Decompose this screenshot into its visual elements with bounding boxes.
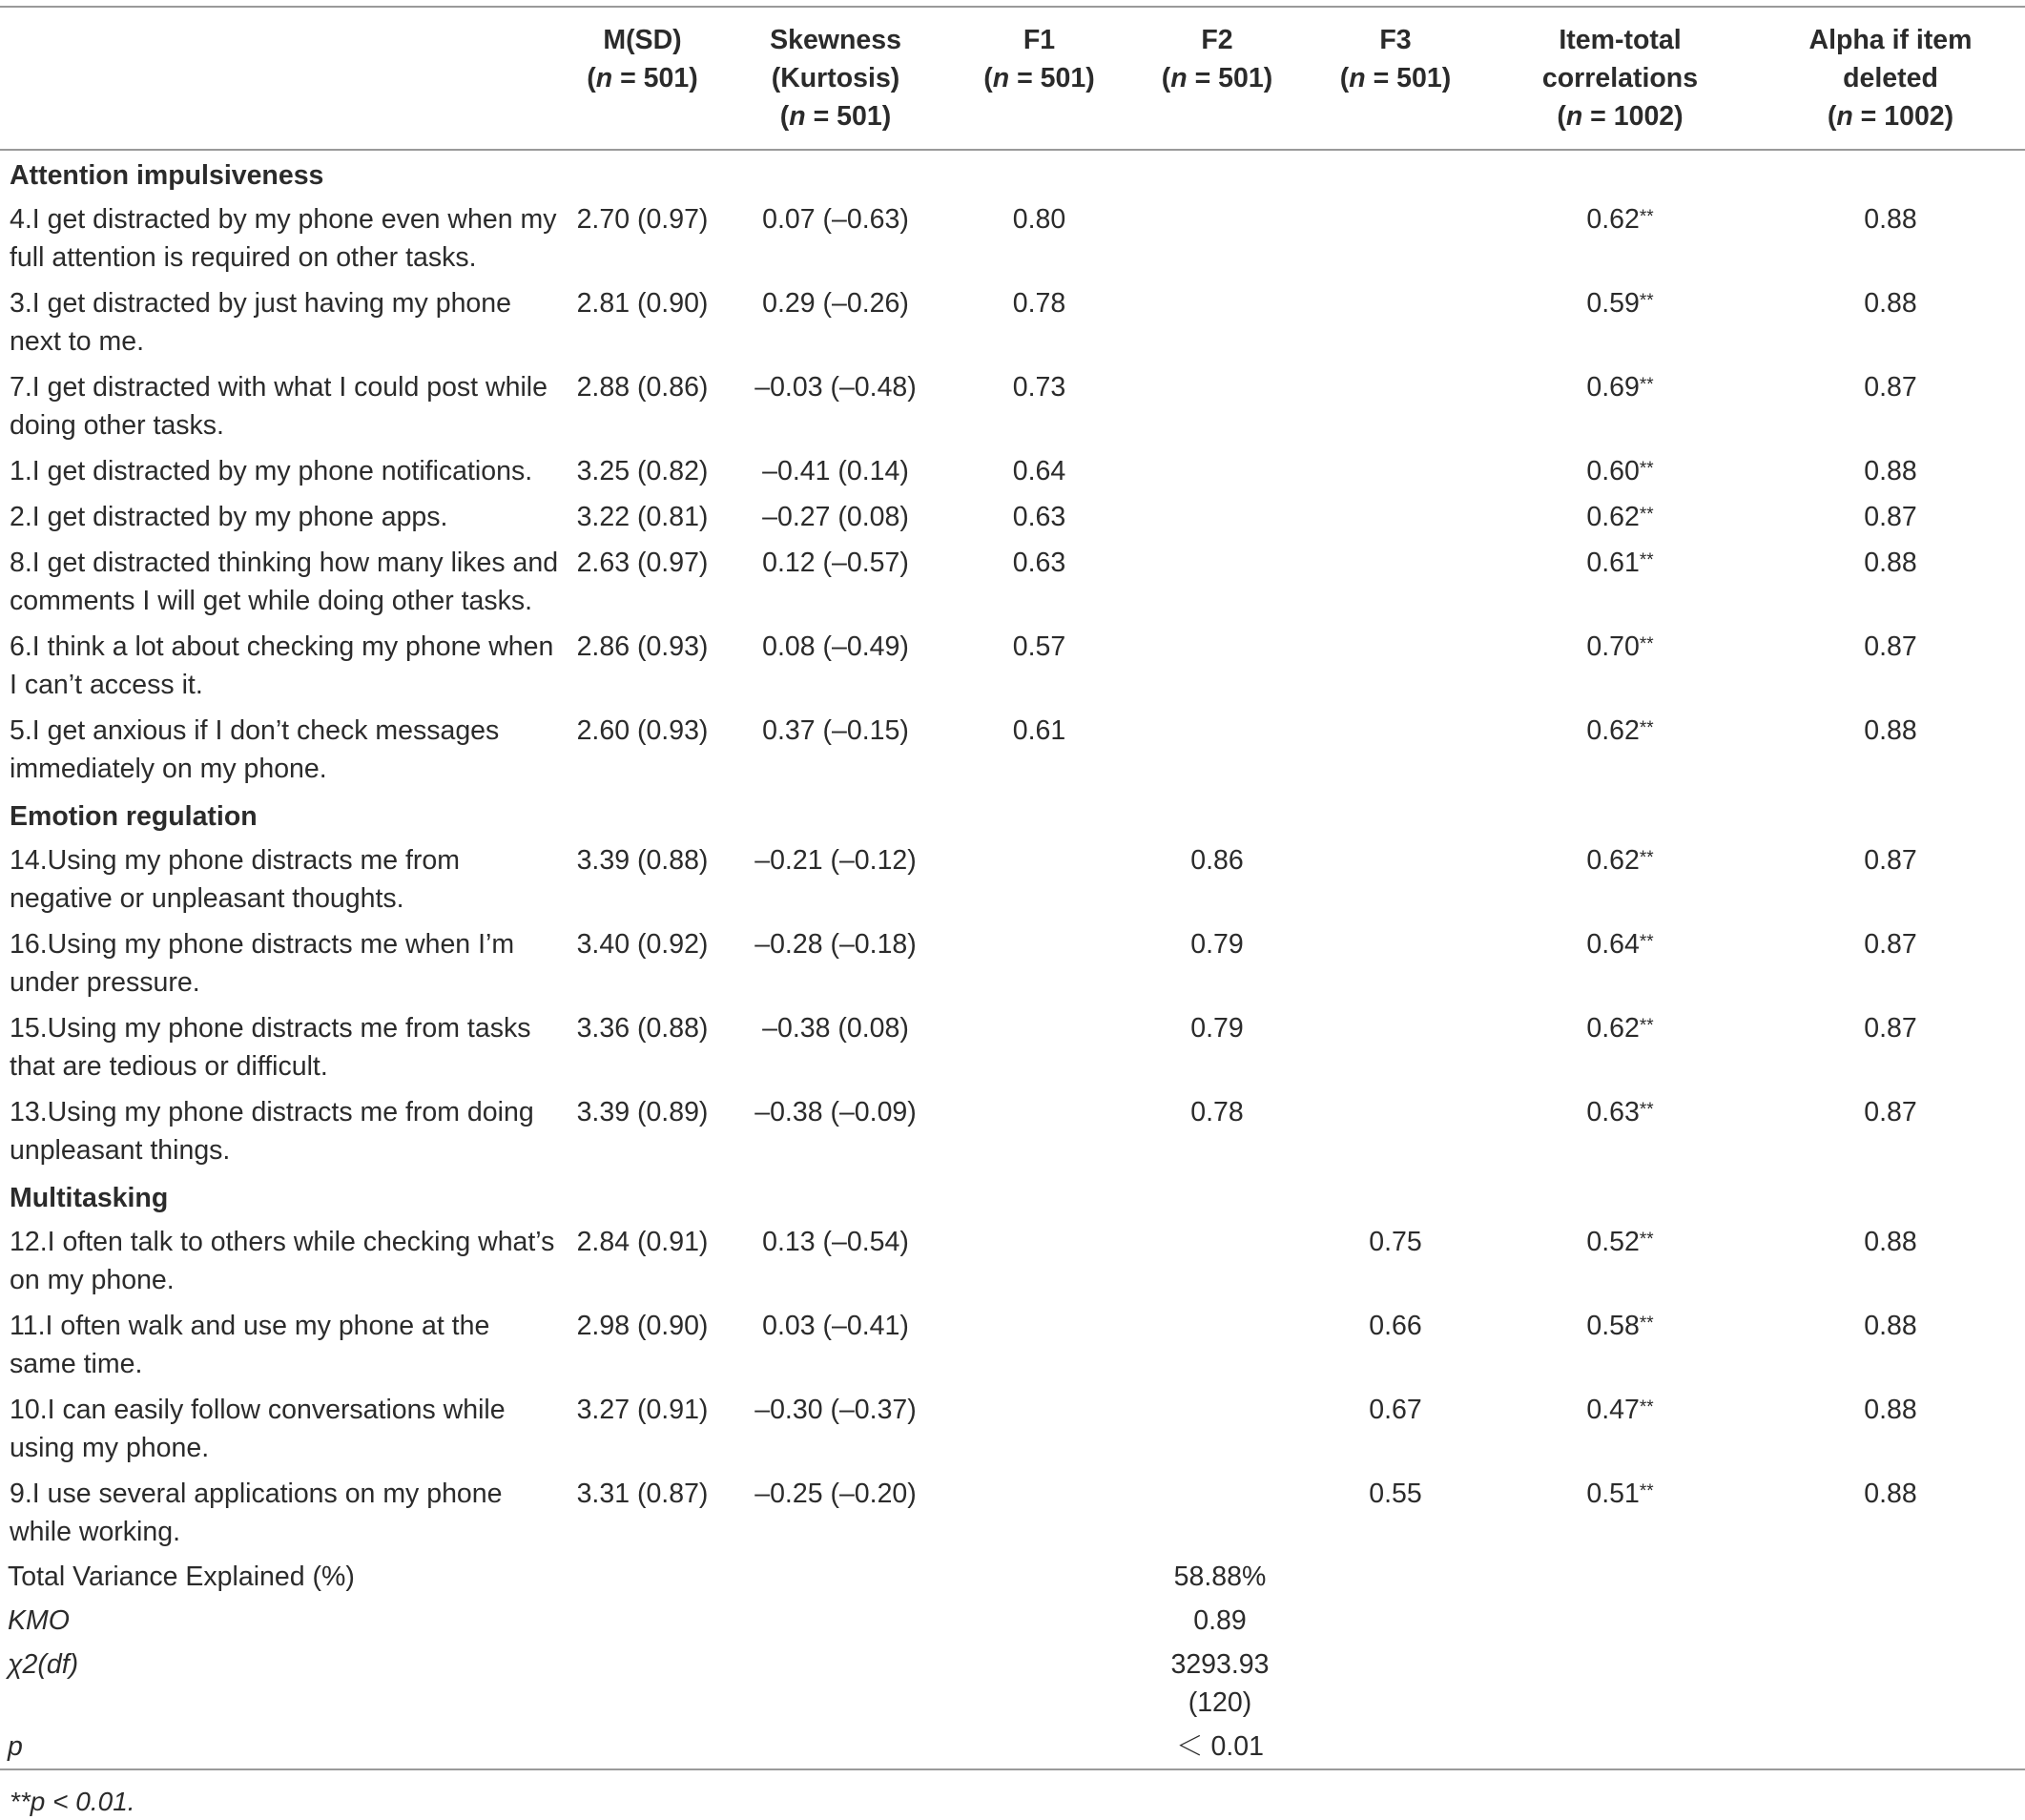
skewness-cell: 0.37 (–0.15) <box>762 715 909 746</box>
skewness-cell: –0.27 (0.08) <box>762 502 909 532</box>
header-line: deleted <box>1843 63 1938 93</box>
f2-cell <box>1127 196 1307 280</box>
section-row <box>0 792 2025 838</box>
f1-cell: 0.57 <box>1012 631 1066 662</box>
significance-marker: ** <box>1639 1481 1654 1501</box>
significance-marker: ** <box>1639 718 1654 738</box>
f1-column-header <box>951 7 1127 150</box>
item-total-value: 0.70 <box>1586 631 1640 662</box>
header-line: (n = 501) <box>779 101 892 132</box>
significance-marker: ** <box>1639 932 1654 952</box>
alpha-cell: 0.88 <box>1864 1395 1917 1425</box>
item-total-cell <box>1484 1089 1756 1173</box>
summary-row <box>0 1643 2025 1725</box>
msd-cell: 3.40 (0.92) <box>576 929 709 960</box>
msd-cell: 3.39 (0.89) <box>576 1097 709 1127</box>
f1-cell <box>951 1303 1127 1387</box>
f1-cell <box>951 1387 1127 1471</box>
item-total-cell <box>1484 364 1756 448</box>
item-total-cell <box>1484 448 1756 494</box>
section-row <box>0 150 2025 196</box>
alpha-cell: 0.87 <box>1864 502 1917 532</box>
msd-cell: 2.98 (0.90) <box>576 1311 709 1341</box>
significance-marker: ** <box>1639 550 1654 570</box>
item-text-cell: 4.I get distracted by my phone even when my full attention is required on other tasks. <box>10 204 557 273</box>
f3-cell <box>1307 540 1484 624</box>
item-total-cell <box>1484 540 1756 624</box>
item-text-cell: 7.I get distracted with what I could post while doing other tasks. <box>10 372 548 441</box>
skewness-cell: 0.12 (–0.57) <box>762 548 909 578</box>
item-total-value: 0.58 <box>1586 1311 1640 1341</box>
skewness-cell: –0.03 (–0.48) <box>754 372 917 403</box>
item-total-cell <box>1484 196 1756 280</box>
f3-cell: 0.67 <box>1369 1395 1422 1425</box>
skewness-cell: –0.28 (–0.18) <box>754 929 917 960</box>
item-total-column-header <box>1484 7 1756 150</box>
f2-cell: 0.79 <box>1190 929 1244 960</box>
skewness-cell: 0.08 (–0.49) <box>762 631 909 662</box>
summary-label: p <box>8 1731 23 1762</box>
alpha-cell: 0.88 <box>1864 1479 1917 1509</box>
msd-cell: 3.31 (0.87) <box>576 1479 709 1509</box>
header-line: F2 <box>1201 25 1233 55</box>
item-total-value: 0.52 <box>1586 1227 1640 1257</box>
significance-marker: ** <box>1639 459 1654 479</box>
f1-cell: 0.80 <box>1012 204 1066 235</box>
item-total-value: 0.62 <box>1586 1013 1640 1044</box>
table-row <box>0 921 2025 1005</box>
section-title: Attention impulsiveness <box>10 160 324 191</box>
header-line: (Kurtosis) <box>771 63 900 93</box>
significance-marker: ** <box>1639 375 1654 395</box>
item-total-value: 0.60 <box>1586 456 1640 486</box>
f1-cell: 0.78 <box>1012 288 1066 319</box>
summary-value: 0.89 <box>1193 1605 1247 1636</box>
item-total-value: 0.59 <box>1586 288 1640 319</box>
alpha-cell: 0.87 <box>1864 372 1917 403</box>
msd-column-header <box>565 7 720 150</box>
item-text-cell: 12.I often talk to others while checking what’s on my phone. <box>10 1227 555 1295</box>
summary-label: KMO <box>8 1605 70 1636</box>
item-text-cell: 16.Using my phone distracts me when I’m under pressure. <box>10 929 515 998</box>
f3-cell <box>1307 364 1484 448</box>
f3-cell: 0.75 <box>1369 1227 1422 1257</box>
f2-column-header <box>1127 7 1307 150</box>
msd-cell: 2.70 (0.97) <box>576 204 709 235</box>
section-row <box>0 1173 2025 1219</box>
header-line: Alpha if item <box>1808 25 1973 55</box>
item-text-cell: 3.I get distracted by just having my phone next to me. <box>10 288 511 357</box>
item-total-cell <box>1484 494 1756 540</box>
item-total-value: 0.62 <box>1586 845 1640 876</box>
f1-cell <box>951 838 1127 921</box>
header-line: F3 <box>1379 25 1412 55</box>
summary-value: 3293.93 (120) <box>1170 1649 1270 1718</box>
item-column-header <box>0 7 565 150</box>
table-row <box>0 1387 2025 1471</box>
item-text-cell: 5.I get anxious if I don’t check messages immediately on my phone. <box>10 715 500 784</box>
f2-cell <box>1127 1387 1307 1471</box>
f1-cell <box>951 1219 1127 1303</box>
n-symbol: n <box>1836 101 1853 132</box>
f1-cell: 0.64 <box>1012 456 1066 486</box>
f2-cell <box>1127 1303 1307 1387</box>
table-row <box>0 280 2025 364</box>
table-body <box>0 150 2025 1769</box>
summary-label: Total Variance Explained (%) <box>8 1561 355 1592</box>
f3-cell <box>1307 1005 1484 1089</box>
table-row <box>0 196 2025 280</box>
header-line: (n = 501) <box>1339 63 1452 93</box>
f3-cell <box>1307 708 1484 792</box>
f1-cell: 0.63 <box>1012 548 1066 578</box>
item-text-cell: 11.I often walk and use my phone at the same time. <box>10 1311 490 1379</box>
skewness-cell: 0.07 (–0.63) <box>762 204 909 235</box>
f2-cell <box>1127 364 1307 448</box>
significance-marker: ** <box>1639 505 1654 525</box>
skewness-cell: –0.38 (–0.09) <box>754 1097 917 1127</box>
msd-cell: 2.81 (0.90) <box>576 288 709 319</box>
f1-cell <box>951 1005 1127 1089</box>
f2-cell: 0.86 <box>1190 845 1244 876</box>
table-row <box>0 1089 2025 1173</box>
item-total-cell <box>1484 1387 1756 1471</box>
item-total-cell <box>1484 1303 1756 1387</box>
header-line: (n = 1002) <box>1827 101 1954 132</box>
table-row <box>0 708 2025 792</box>
item-total-value: 0.61 <box>1586 548 1640 578</box>
f2-cell: 0.79 <box>1190 1013 1244 1044</box>
alpha-cell: 0.87 <box>1864 631 1917 662</box>
footnote: **p < 0.01. <box>10 1787 135 1816</box>
item-total-value: 0.69 <box>1586 372 1640 403</box>
summary-empty <box>1307 1643 2025 1725</box>
significance-marker: ** <box>1639 207 1654 227</box>
summary-empty <box>1307 1599 2025 1643</box>
item-total-cell <box>1484 280 1756 364</box>
significance-marker: ** <box>1639 1016 1654 1036</box>
significance-marker: ** <box>1639 848 1654 868</box>
summary-value: ＜ 0.01 <box>1176 1731 1264 1762</box>
significance-marker: ** <box>1639 1100 1654 1120</box>
item-total-value: 0.62 <box>1586 502 1640 532</box>
msd-cell: 3.27 (0.91) <box>576 1395 709 1425</box>
skewness-cell: 0.13 (–0.54) <box>762 1227 909 1257</box>
alpha-cell: 0.88 <box>1864 1311 1917 1341</box>
f3-cell: 0.66 <box>1369 1311 1422 1341</box>
table-row <box>0 1303 2025 1387</box>
item-total-value: 0.63 <box>1586 1097 1640 1127</box>
f2-cell <box>1127 708 1307 792</box>
table-row <box>0 494 2025 540</box>
alpha-cell: 0.88 <box>1864 548 1917 578</box>
item-text-cell: 15.Using my phone distracts me from tasks that are tedious or difficult. <box>10 1013 531 1082</box>
alpha-cell: 0.87 <box>1864 1013 1917 1044</box>
table-row <box>0 838 2025 921</box>
alpha-cell: 0.88 <box>1864 288 1917 319</box>
significance-marker: ** <box>1639 1397 1654 1417</box>
skewness-cell: –0.30 (–0.37) <box>754 1395 917 1425</box>
msd-cell: 2.86 (0.93) <box>576 631 709 662</box>
skewness-column-header <box>720 7 951 150</box>
f2-cell <box>1127 494 1307 540</box>
alpha-cell: 0.88 <box>1864 204 1917 235</box>
f1-cell: 0.63 <box>1012 502 1066 532</box>
summary-row <box>0 1725 2025 1769</box>
f3-cell <box>1307 624 1484 708</box>
item-total-cell <box>1484 708 1756 792</box>
skewness-cell: 0.29 (–0.26) <box>762 288 909 319</box>
header-line: F1 <box>1023 25 1056 55</box>
msd-cell: 3.36 (0.88) <box>576 1013 709 1044</box>
f3-cell <box>1307 196 1484 280</box>
summary-row <box>0 1555 2025 1599</box>
header-line: (n = 1002) <box>1557 101 1684 132</box>
item-total-value: 0.62 <box>1586 715 1640 746</box>
header-line: Item-total <box>1559 25 1682 55</box>
significance-marker: ** <box>1639 1313 1654 1334</box>
header-line: (n = 501) <box>587 63 698 93</box>
f1-cell <box>951 921 1127 1005</box>
section-title: Emotion regulation <box>10 801 258 832</box>
msd-cell: 3.39 (0.88) <box>576 845 709 876</box>
header-line: (n = 501) <box>1161 63 1273 93</box>
item-total-value: 0.51 <box>1586 1479 1640 1509</box>
f3-cell <box>1307 1089 1484 1173</box>
skewness-cell: –0.21 (–0.12) <box>754 845 917 876</box>
table-row <box>0 364 2025 448</box>
f1-cell: 0.73 <box>1012 372 1066 403</box>
f3-cell: 0.55 <box>1369 1479 1422 1509</box>
table-row <box>0 624 2025 708</box>
skewness-cell: –0.41 (0.14) <box>762 456 909 486</box>
significance-marker: ** <box>1639 291 1654 311</box>
alpha-cell: 0.87 <box>1864 1097 1917 1127</box>
table-row <box>0 1005 2025 1089</box>
table-row <box>0 448 2025 494</box>
alpha-cell: 0.88 <box>1864 456 1917 486</box>
f3-cell <box>1307 280 1484 364</box>
n-symbol: n <box>1565 101 1583 132</box>
skewness-cell: 0.03 (–0.41) <box>762 1311 909 1341</box>
f2-cell <box>1127 624 1307 708</box>
f3-cell <box>1307 921 1484 1005</box>
item-text-cell: 14.Using my phone distracts me from negative or unpleasant thoughts. <box>10 845 461 914</box>
item-total-value: 0.47 <box>1586 1395 1640 1425</box>
table-header <box>0 7 2025 150</box>
item-total-cell <box>1484 1471 1756 1555</box>
section-title: Multitasking <box>10 1183 169 1213</box>
significance-marker: ** <box>1639 634 1654 654</box>
f1-cell: 0.61 <box>1012 715 1066 746</box>
item-text-cell: 2.I get distracted by my phone apps. <box>10 502 448 532</box>
f1-cell <box>951 1471 1127 1555</box>
alpha-cell: 0.88 <box>1864 715 1917 746</box>
n-symbol: n <box>789 101 806 132</box>
header-line: correlations <box>1541 63 1699 93</box>
msd-cell: 2.84 (0.91) <box>576 1227 709 1257</box>
f2-cell <box>1127 280 1307 364</box>
f2-cell <box>1127 1471 1307 1555</box>
item-total-cell <box>1484 1005 1756 1089</box>
msd-cell: 2.60 (0.93) <box>576 715 709 746</box>
header-line: M(SD) <box>603 25 682 55</box>
f2-cell <box>1127 1219 1307 1303</box>
f3-cell <box>1307 448 1484 494</box>
summary-row <box>0 1599 2025 1643</box>
alpha-column-header <box>1756 7 2025 150</box>
msd-cell: 3.25 (0.82) <box>576 456 709 486</box>
alpha-cell: 0.87 <box>1864 845 1917 876</box>
f3-column-header <box>1307 7 1484 150</box>
item-text-cell: 8.I get distracted thinking how many likes and comments I will get while doing other tasks. <box>10 548 559 616</box>
msd-cell: 2.63 (0.97) <box>576 548 709 578</box>
item-total-value: 0.62 <box>1586 204 1640 235</box>
n-symbol: n <box>1170 63 1188 93</box>
n-symbol: n <box>992 63 1010 93</box>
header-row <box>0 7 2025 150</box>
summary-value: 58.88% <box>1173 1561 1267 1592</box>
f2-cell: 0.78 <box>1190 1097 1244 1127</box>
summary-empty <box>1307 1555 2025 1599</box>
item-total-cell <box>1484 838 1756 921</box>
table-row <box>0 1471 2025 1555</box>
f1-cell <box>951 1089 1127 1173</box>
item-text-cell: 10.I can easily follow conversations while using my phone. <box>10 1395 506 1463</box>
table-row <box>0 540 2025 624</box>
item-total-cell <box>1484 921 1756 1005</box>
n-symbol: n <box>595 63 613 93</box>
item-total-value: 0.64 <box>1586 929 1640 960</box>
data-table <box>0 6 2025 1770</box>
f3-cell <box>1307 838 1484 921</box>
item-total-cell <box>1484 1219 1756 1303</box>
n-symbol: n <box>1349 63 1366 93</box>
item-total-cell <box>1484 624 1756 708</box>
f3-cell <box>1307 494 1484 540</box>
skewness-cell: –0.38 (0.08) <box>762 1013 909 1044</box>
msd-cell: 2.88 (0.86) <box>576 372 709 403</box>
item-text-cell: 1.I get distracted by my phone notifications. <box>10 456 533 486</box>
table-row <box>0 1219 2025 1303</box>
f2-cell <box>1127 540 1307 624</box>
summary-label: χ2(df) <box>8 1649 79 1680</box>
alpha-cell: 0.88 <box>1864 1227 1917 1257</box>
msd-cell: 3.22 (0.81) <box>576 502 709 532</box>
significance-marker: ** <box>1639 1230 1654 1250</box>
header-line: (n = 501) <box>983 63 1095 93</box>
skewness-cell: –0.25 (–0.20) <box>754 1479 917 1509</box>
summary-empty <box>1307 1725 2025 1769</box>
item-text-cell: 6.I think a lot about checking my phone when I can’t access it. <box>10 631 554 700</box>
item-text-cell: 9.I use several applications on my phone while working. <box>10 1479 503 1547</box>
header-line: Skewness <box>770 25 901 55</box>
item-text-cell: 13.Using my phone distracts me from doing unpleasant things. <box>10 1097 534 1166</box>
f2-cell <box>1127 448 1307 494</box>
alpha-cell: 0.87 <box>1864 929 1917 960</box>
